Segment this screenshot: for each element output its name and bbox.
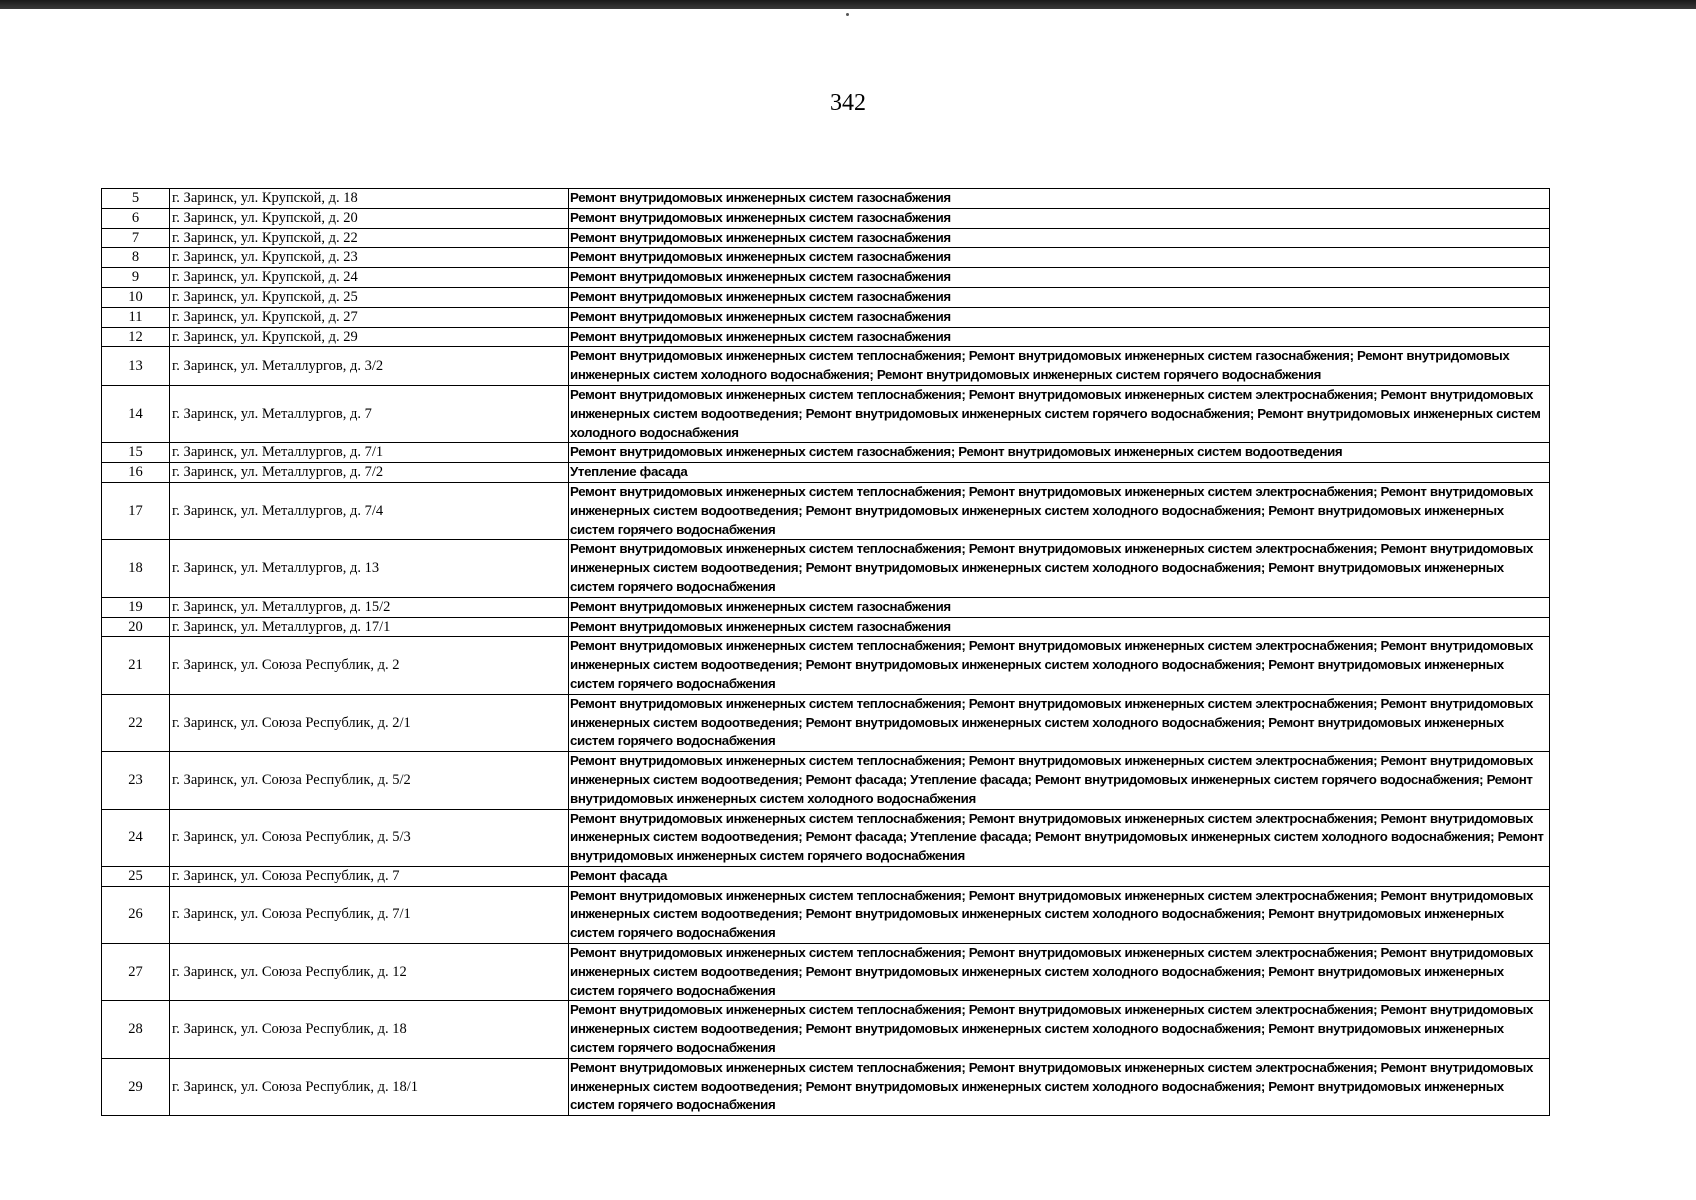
row-works: Ремонт внутридомовых инженерных систем теплоснабжения; Ремонт внутридомовых инженерных систем электроснабжения; Ремонт внутридомовых инженерных систем водоотведения; Ремонт фасада; Утепление фасада; Ремонт внутридомовых инженерных систем горячего водоснабжения; Ремонт внутридомовых инженерных систем холодного водоснабжения bbox=[569, 752, 1550, 809]
row-number: 23 bbox=[102, 752, 170, 809]
row-works: Ремонт внутридомовых инженерных систем газоснабжения; Ремонт внутридомовых инженерных систем водоотведения bbox=[569, 443, 1550, 463]
row-works: Ремонт внутридомовых инженерных систем теплоснабжения; Ремонт внутридомовых инженерных систем электроснабжения; Ремонт внутридомовых инженерных систем водоотведения; Ремонт внутридомовых инженерных систем холодного водоснабжения; Ремонт внутридомовых инженерных систем горячего водоснабжения bbox=[569, 694, 1550, 751]
row-address: г. Заринск, ул. Крупской, д. 22 bbox=[170, 228, 569, 248]
row-works: Ремонт внутридомовых инженерных систем теплоснабжения; Ремонт внутридомовых инженерных систем электроснабжения; Ремонт внутридомовых инженерных систем водоотведения; Ремонт фасада; Утепление фасада; Ремонт внутридомовых инженерных систем холодного водоснабжения; Ремонт внутридомовых инженерных систем горячего водоснабжения bbox=[569, 809, 1550, 866]
row-works: Утепление фасада bbox=[569, 463, 1550, 483]
row-works: Ремонт внутридомовых инженерных систем теплоснабжения; Ремонт внутридомовых инженерных систем электроснабжения; Ремонт внутридомовых инженерных систем водоотведения; Ремонт внутридомовых инженерных систем холодного водоснабжения; Ремонт внутридомовых инженерных систем горячего водоснабжения bbox=[569, 1001, 1550, 1058]
row-number: 28 bbox=[102, 1001, 170, 1058]
row-works: Ремонт внутридомовых инженерных систем газоснабжения bbox=[569, 248, 1550, 268]
table-row bbox=[102, 617, 1550, 637]
table-row bbox=[102, 944, 1550, 1001]
row-number: 27 bbox=[102, 944, 170, 1001]
row-works: Ремонт внутридомовых инженерных систем теплоснабжения; Ремонт внутридомовых инженерных систем электроснабжения; Ремонт внутридомовых инженерных систем водоотведения; Ремонт внутридомовых инженерных систем холодного водоснабжения; Ремонт внутридомовых инженерных систем горячего водоснабжения bbox=[569, 1058, 1550, 1115]
table-row bbox=[102, 228, 1550, 248]
row-number: 19 bbox=[102, 597, 170, 617]
row-works: Ремонт внутридомовых инженерных систем теплоснабжения; Ремонт внутридомовых инженерных систем электроснабжения; Ремонт внутридомовых инженерных систем водоотведения; Ремонт внутридомовых инженерных систем холодного водоснабжения; Ремонт внутридомовых инженерных систем горячего водоснабжения bbox=[569, 482, 1550, 539]
table-row bbox=[102, 597, 1550, 617]
row-address: г. Заринск, ул. Металлургов, д. 3/2 bbox=[170, 347, 569, 386]
row-address: г. Заринск, ул. Крупской, д. 27 bbox=[170, 307, 569, 327]
row-works: Ремонт внутридомовых инженерных систем теплоснабжения; Ремонт внутридомовых инженерных систем электроснабжения; Ремонт внутридомовых инженерных систем водоотведения; Ремонт внутридомовых инженерных систем горячего водоснабжения; Ремонт внутридомовых инженерных систем холодного водоснабжения bbox=[569, 385, 1550, 442]
row-address: г. Заринск, ул. Крупской, д. 24 bbox=[170, 268, 569, 288]
table-row bbox=[102, 694, 1550, 751]
row-address: г. Заринск, ул. Союза Республик, д. 5/2 bbox=[170, 752, 569, 809]
row-address: г. Заринск, ул. Металлургов, д. 17/1 bbox=[170, 617, 569, 637]
table-row bbox=[102, 307, 1550, 327]
row-number: 6 bbox=[102, 208, 170, 228]
row-number: 20 bbox=[102, 617, 170, 637]
row-address: г. Заринск, ул. Союза Республик, д. 12 bbox=[170, 944, 569, 1001]
row-address: г. Заринск, ул. Металлургов, д. 7/4 bbox=[170, 482, 569, 539]
row-works: Ремонт внутридомовых инженерных систем газоснабжения bbox=[569, 287, 1550, 307]
row-works: Ремонт внутридомовых инженерных систем газоснабжения bbox=[569, 208, 1550, 228]
table-row bbox=[102, 482, 1550, 539]
row-address: г. Заринск, ул. Металлургов, д. 7/2 bbox=[170, 463, 569, 483]
table-row bbox=[102, 1058, 1550, 1115]
table-row bbox=[102, 752, 1550, 809]
table-row bbox=[102, 443, 1550, 463]
row-number: 8 bbox=[102, 248, 170, 268]
row-works: Ремонт внутридомовых инженерных систем газоснабжения bbox=[569, 327, 1550, 347]
row-number: 10 bbox=[102, 287, 170, 307]
table-row bbox=[102, 268, 1550, 288]
page-number: 342 bbox=[830, 90, 866, 116]
scan-speck bbox=[846, 13, 849, 16]
row-works: Ремонт внутридомовых инженерных систем газоснабжения bbox=[569, 268, 1550, 288]
row-number: 29 bbox=[102, 1058, 170, 1115]
row-works: Ремонт внутридомовых инженерных систем газоснабжения bbox=[569, 307, 1550, 327]
table-row bbox=[102, 385, 1550, 442]
row-number: 24 bbox=[102, 809, 170, 866]
repair-table-container bbox=[101, 188, 1550, 1116]
row-number: 12 bbox=[102, 327, 170, 347]
table-row bbox=[102, 248, 1550, 268]
row-address: г. Заринск, ул. Союза Республик, д. 2 bbox=[170, 637, 569, 694]
row-address: г. Заринск, ул. Крупской, д. 23 bbox=[170, 248, 569, 268]
row-works: Ремонт внутридомовых инженерных систем теплоснабжения; Ремонт внутридомовых инженерных систем электроснабжения; Ремонт внутридомовых инженерных систем водоотведения; Ремонт внутридомовых инженерных систем холодного водоснабжения; Ремонт внутридомовых инженерных систем горячего водоснабжения bbox=[569, 886, 1550, 943]
table-row bbox=[102, 347, 1550, 386]
row-address: г. Заринск, ул. Крупской, д. 20 bbox=[170, 208, 569, 228]
row-number: 15 bbox=[102, 443, 170, 463]
table-row bbox=[102, 1001, 1550, 1058]
row-works: Ремонт внутридомовых инженерных систем газоснабжения bbox=[569, 189, 1550, 209]
table-row bbox=[102, 189, 1550, 209]
row-number: 21 bbox=[102, 637, 170, 694]
row-number: 18 bbox=[102, 540, 170, 597]
row-address: г. Заринск, ул. Союза Республик, д. 2/1 bbox=[170, 694, 569, 751]
row-works: Ремонт внутридомовых инженерных систем теплоснабжения; Ремонт внутридомовых инженерных систем электроснабжения; Ремонт внутридомовых инженерных систем водоотведения; Ремонт внутридомовых инженерных систем холодного водоснабжения; Ремонт внутридомовых инженерных систем горячего водоснабжения bbox=[569, 637, 1550, 694]
row-works: Ремонт внутридомовых инженерных систем теплоснабжения; Ремонт внутридомовых инженерных систем электроснабжения; Ремонт внутридомовых инженерных систем водоотведения; Ремонт внутридомовых инженерных систем холодного водоснабжения; Ремонт внутридомовых инженерных систем горячего водоснабжения bbox=[569, 944, 1550, 1001]
row-works: Ремонт внутридомовых инженерных систем газоснабжения bbox=[569, 228, 1550, 248]
scan-edge bbox=[0, 0, 1696, 9]
row-address: г. Заринск, ул. Союза Республик, д. 18 bbox=[170, 1001, 569, 1058]
row-works: Ремонт внутридомовых инженерных систем теплоснабжения; Ремонт внутридомовых инженерных систем электроснабжения; Ремонт внутридомовых инженерных систем водоотведения; Ремонт внутридомовых инженерных систем холодного водоснабжения; Ремонт внутридомовых инженерных систем горячего водоснабжения bbox=[569, 540, 1550, 597]
table-row bbox=[102, 809, 1550, 866]
table-row bbox=[102, 208, 1550, 228]
row-number: 9 bbox=[102, 268, 170, 288]
row-address: г. Заринск, ул. Крупской, д. 25 bbox=[170, 287, 569, 307]
row-number: 14 bbox=[102, 385, 170, 442]
row-number: 22 bbox=[102, 694, 170, 751]
row-number: 16 bbox=[102, 463, 170, 483]
row-number: 11 bbox=[102, 307, 170, 327]
row-address: г. Заринск, ул. Крупской, д. 18 bbox=[170, 189, 569, 209]
row-address: г. Заринск, ул. Металлургов, д. 7/1 bbox=[170, 443, 569, 463]
row-address: г. Заринск, ул. Металлургов, д. 15/2 bbox=[170, 597, 569, 617]
row-works: Ремонт внутридомовых инженерных систем газоснабжения bbox=[569, 617, 1550, 637]
table-row bbox=[102, 886, 1550, 943]
row-address: г. Заринск, ул. Союза Республик, д. 7 bbox=[170, 866, 569, 886]
row-address: г. Заринск, ул. Союза Республик, д. 7/1 bbox=[170, 886, 569, 943]
repair-table bbox=[101, 188, 1550, 1116]
table-body bbox=[102, 189, 1550, 1116]
row-number: 7 bbox=[102, 228, 170, 248]
row-address: г. Заринск, ул. Металлургов, д. 7 bbox=[170, 385, 569, 442]
row-number: 13 bbox=[102, 347, 170, 386]
table-row bbox=[102, 866, 1550, 886]
row-number: 17 bbox=[102, 482, 170, 539]
row-address: г. Заринск, ул. Союза Республик, д. 18/1 bbox=[170, 1058, 569, 1115]
table-row bbox=[102, 327, 1550, 347]
row-address: г. Заринск, ул. Металлургов, д. 13 bbox=[170, 540, 569, 597]
row-works: Ремонт внутридомовых инженерных систем газоснабжения bbox=[569, 597, 1550, 617]
row-number: 26 bbox=[102, 886, 170, 943]
row-number: 25 bbox=[102, 866, 170, 886]
table-row bbox=[102, 540, 1550, 597]
table-row bbox=[102, 287, 1550, 307]
row-address: г. Заринск, ул. Крупской, д. 29 bbox=[170, 327, 569, 347]
row-address: г. Заринск, ул. Союза Республик, д. 5/3 bbox=[170, 809, 569, 866]
row-works: Ремонт внутридомовых инженерных систем теплоснабжения; Ремонт внутридомовых инженерных систем газоснабжения; Ремонт внутридомовых инженерных систем холодного водоснабжения; Ремонт внутридомовых инженерных систем горячего водоснабжения bbox=[569, 347, 1550, 386]
row-number: 5 bbox=[102, 189, 170, 209]
row-works: Ремонт фасада bbox=[569, 866, 1550, 886]
table-row bbox=[102, 637, 1550, 694]
table-row bbox=[102, 463, 1550, 483]
